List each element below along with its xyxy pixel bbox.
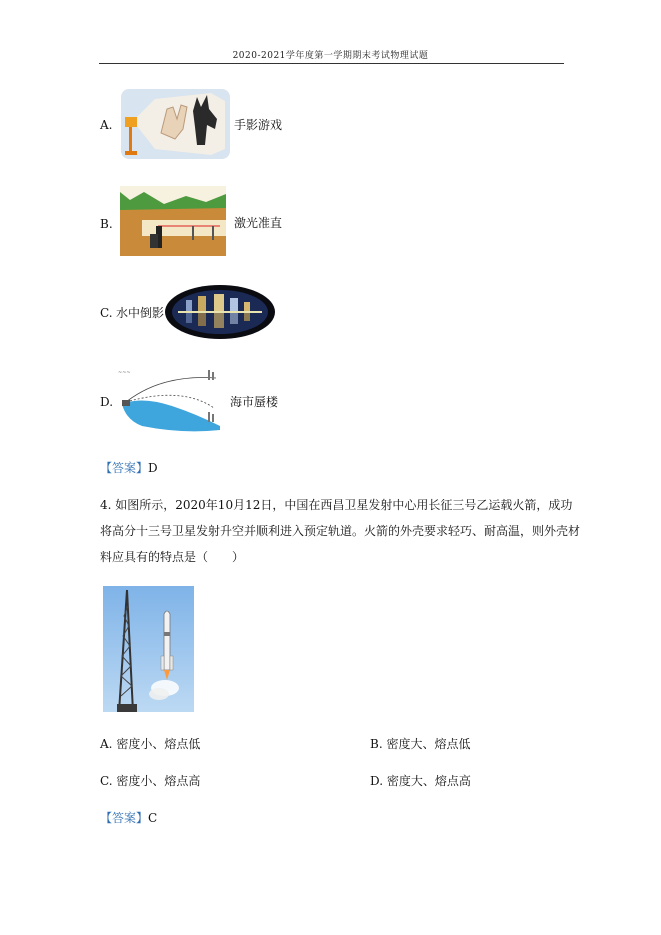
q4-option-c-text: 密度小、熔点高	[116, 774, 201, 788]
q4-option-a	[100, 737, 200, 751]
q4-stem-line-1: 4. 如图所示，2020年10月12日，中国在西昌卫星发射中心用长征三号乙运载火箭，成功	[100, 498, 573, 512]
option-b-letter: B.	[100, 217, 113, 231]
water-reflection-image	[164, 284, 276, 340]
q4-option-b-letter: B.	[370, 737, 383, 751]
q4-stem-line-3: 料应具有的特点是（ ）	[100, 550, 245, 564]
q4-option-d	[370, 774, 471, 788]
rocket-launch-image	[103, 586, 194, 712]
option-a-letter: A.	[100, 118, 113, 132]
q4-option-d-letter: D.	[370, 774, 384, 788]
laser-tunnel-image	[120, 186, 226, 256]
q4-option-b-text: 密度大、熔点低	[386, 737, 471, 751]
answer-value: C	[148, 811, 158, 825]
q4-option-a-text: 密度小、熔点低	[116, 737, 201, 751]
q4-option-c-letter: C.	[100, 774, 113, 788]
option-c-text: 水中倒影	[116, 306, 165, 320]
option-b-text: 激光准直	[234, 216, 283, 230]
hand-shadow-image	[121, 89, 230, 159]
q4-option-d-text: 密度大、熔点高	[386, 774, 471, 788]
option-a-text: 手影游戏	[234, 118, 283, 132]
q4-stem-line-2: 将高分十三号卫星发射升空并顺利进入预定轨道。火箭的外壳要求轻巧、耐高温，则外壳材	[100, 524, 581, 538]
q4-option-b	[370, 737, 470, 751]
mirage-image	[112, 366, 224, 432]
page-header: 2020-2021学年度第一学期期末考试物理试题	[232, 51, 429, 61]
q4-option-c	[100, 774, 200, 788]
svg-text:~~~: ~~~	[118, 370, 131, 376]
q4-stem	[100, 492, 581, 570]
q4-option-a-letter: A.	[100, 737, 113, 751]
q3-answer	[100, 461, 158, 475]
q4-answer	[100, 811, 157, 825]
option-d-text: 海市蜃楼	[230, 395, 279, 409]
answer-tag: 【答案】	[100, 811, 149, 825]
answer-tag: 【答案】	[100, 461, 149, 475]
option-c-letter: C.	[100, 306, 113, 320]
header-divider	[99, 63, 564, 64]
answer-value: D	[148, 461, 158, 475]
option-d-letter: D.	[100, 395, 114, 409]
